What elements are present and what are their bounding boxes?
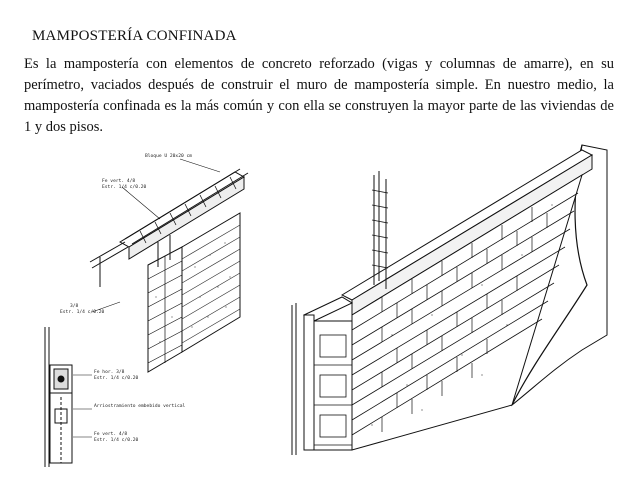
callout-column-stirrups: Estr. 1/4 c/0.20 [60,310,105,315]
callout-block: Bloque U 20x20 cm [145,154,193,159]
callout-section-stirrups: Estr. 1/4 c/0.20 [94,376,139,381]
callout-section-anchor: Arriostramiento embebido vertical [94,404,186,409]
confined-masonry-detail-drawing [30,147,276,473]
page-title: MAMPOSTERÍA CONFINADA [32,28,237,44]
callout-section-bottom-stirrups: Estr. 1/4 c/0.20 [94,438,139,443]
detail-drawing-svg [30,147,276,473]
callout-beam-stirrups: Estr. 1/4 c/0.20 [102,185,147,190]
confined-masonry-wall-isometric [282,135,614,465]
intro-paragraph: Es la mampostería con elementos de concreto reforzado (vigas y columnas de amarre), en su perímetro, vaciados después de construir el muro de mampostería simple. En nuestro medio, la mampostería confinada es la más común y con ella se construyen la mayor parte de las viviendas de 1 y dos pisos. [24,56,614,135]
callout-column-rebar: 3/8 [70,304,79,309]
callout-section-bottom-rebar: Fe vert. 4/8 [94,432,128,437]
callout-beam-rebar: Fe vert. 4/8 [102,179,136,184]
callout-section-rebar: Fe hor. 3/8 [94,370,125,375]
wall-isometric-svg [282,135,614,465]
